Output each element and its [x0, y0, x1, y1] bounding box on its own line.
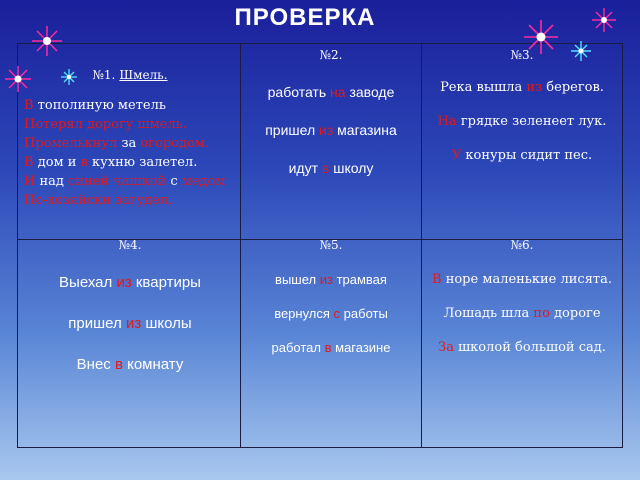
text-fragment: вышел	[275, 272, 320, 287]
exercise-cell-6	[422, 238, 622, 355]
exercise-cell-1	[24, 66, 236, 210]
phrase-list	[241, 272, 421, 355]
preposition-answer: из	[319, 122, 334, 138]
preposition-answer: из	[319, 272, 333, 287]
preposition-answer: медом	[177, 174, 226, 189]
text-line	[422, 80, 622, 95]
text-fragment: комнату	[122, 356, 184, 373]
preposition-answer: по	[533, 306, 550, 321]
text-fragment: Река вышла	[440, 80, 527, 95]
preposition-answer: синей чашкой	[63, 174, 171, 189]
text-line	[422, 306, 622, 321]
text-line	[241, 272, 421, 287]
text-line	[241, 340, 421, 355]
sparkle-star-icon	[522, 18, 560, 56]
text-line	[24, 134, 236, 153]
preposition-answer: в	[80, 155, 88, 170]
preposition-answer: Промелькнул	[24, 136, 122, 151]
poem-title: Шмель.	[119, 68, 168, 82]
text-line	[241, 160, 421, 176]
exercise-number: №1.	[92, 68, 116, 82]
text-fragment: над	[39, 174, 64, 189]
preposition-answer: с	[333, 306, 341, 321]
sparkle-star-icon	[590, 6, 618, 34]
text-line	[24, 153, 236, 172]
text-fragment: Выехал	[59, 274, 117, 291]
text-line	[24, 274, 236, 291]
poem-text	[24, 96, 236, 210]
preposition-answer: в	[324, 340, 332, 355]
text-fragment: норе маленькие лисята.	[441, 272, 612, 287]
text-fragment: кухню залетел.	[87, 155, 198, 170]
phrase-list	[24, 274, 236, 373]
preposition-answer: в	[321, 160, 330, 176]
exercise-cell-5	[241, 238, 421, 355]
exercise-cell-4	[24, 238, 236, 373]
text-fragment: работы	[340, 306, 388, 321]
preposition-answer: И	[24, 174, 40, 189]
text-fragment: магазине	[331, 340, 391, 355]
page-title: ПРОВЕРКА	[234, 4, 376, 31]
text-line	[24, 96, 236, 115]
text-fragment: школу	[329, 160, 374, 176]
text-line	[24, 356, 236, 373]
text-line	[422, 148, 622, 163]
preposition-answer: По-хозяйски загудел.	[24, 193, 173, 208]
text-fragment: берегов.	[542, 80, 604, 95]
text-fragment: вернулся	[274, 306, 334, 321]
text-line	[24, 191, 236, 210]
text-fragment: конуры сидит пес.	[461, 148, 593, 163]
preposition-answer: из	[125, 315, 142, 332]
text-fragment: пришел	[265, 122, 320, 138]
text-fragment: работать	[267, 84, 331, 100]
exercise-number: №2.	[319, 48, 343, 62]
sparkle-star-icon	[30, 24, 64, 58]
text-fragment: школы	[141, 315, 192, 332]
sentence-list	[422, 80, 622, 163]
phrase-list	[241, 84, 421, 176]
preposition-answer: В	[24, 155, 34, 170]
text-fragment: дом и	[33, 155, 81, 170]
text-line	[422, 340, 622, 355]
text-fragment: тополиную метель	[33, 98, 166, 113]
text-line	[24, 315, 236, 332]
text-fragment: трамвая	[332, 272, 387, 287]
text-fragment: школой большой сад.	[453, 340, 606, 355]
exercise-number: №3.	[510, 48, 534, 62]
text-line	[422, 114, 622, 129]
sentence-list	[422, 272, 622, 355]
text-line	[241, 122, 421, 138]
preposition-answer: В	[432, 272, 442, 287]
exercise-cell-3	[422, 48, 622, 163]
text-fragment: заводе	[345, 84, 395, 100]
text-fragment: пришел	[68, 315, 126, 332]
exercise-number: №4.	[118, 238, 142, 252]
preposition-answer: в	[114, 356, 123, 373]
preposition-answer: из	[116, 274, 132, 291]
text-line	[24, 172, 236, 191]
exercise-number: №6.	[510, 238, 534, 252]
text-fragment: Лошадь шла	[443, 306, 534, 321]
text-line	[24, 115, 236, 134]
text-fragment: за	[121, 136, 137, 151]
preposition-answer: на	[330, 84, 346, 100]
preposition-answer: За	[438, 340, 454, 355]
preposition-answer: огородом.	[136, 136, 210, 151]
preposition-answer: В	[24, 98, 34, 113]
text-fragment: магазина	[333, 122, 397, 138]
text-fragment: с	[170, 174, 178, 189]
preposition-answer: из	[526, 80, 543, 95]
exercise-cell-2	[241, 48, 421, 176]
preposition-answer: На	[437, 114, 457, 129]
text-line	[241, 84, 421, 100]
text-fragment: грядке зеленеет лук.	[456, 114, 607, 129]
sparkle-star-icon	[570, 40, 592, 62]
text-line	[422, 272, 622, 287]
text-line	[241, 306, 421, 321]
sparkle-star-icon	[60, 68, 78, 86]
text-fragment: дороге	[549, 306, 601, 321]
text-fragment: идут	[288, 160, 322, 176]
sparkle-star-icon	[3, 64, 33, 94]
text-fragment: Внес	[76, 356, 115, 373]
exercise-number: №5.	[319, 238, 343, 252]
preposition-answer: Потерял дорогу шмель.	[24, 117, 187, 132]
text-fragment: квартиры	[131, 274, 201, 291]
preposition-answer: У	[451, 148, 462, 163]
text-fragment: работал	[271, 340, 325, 355]
